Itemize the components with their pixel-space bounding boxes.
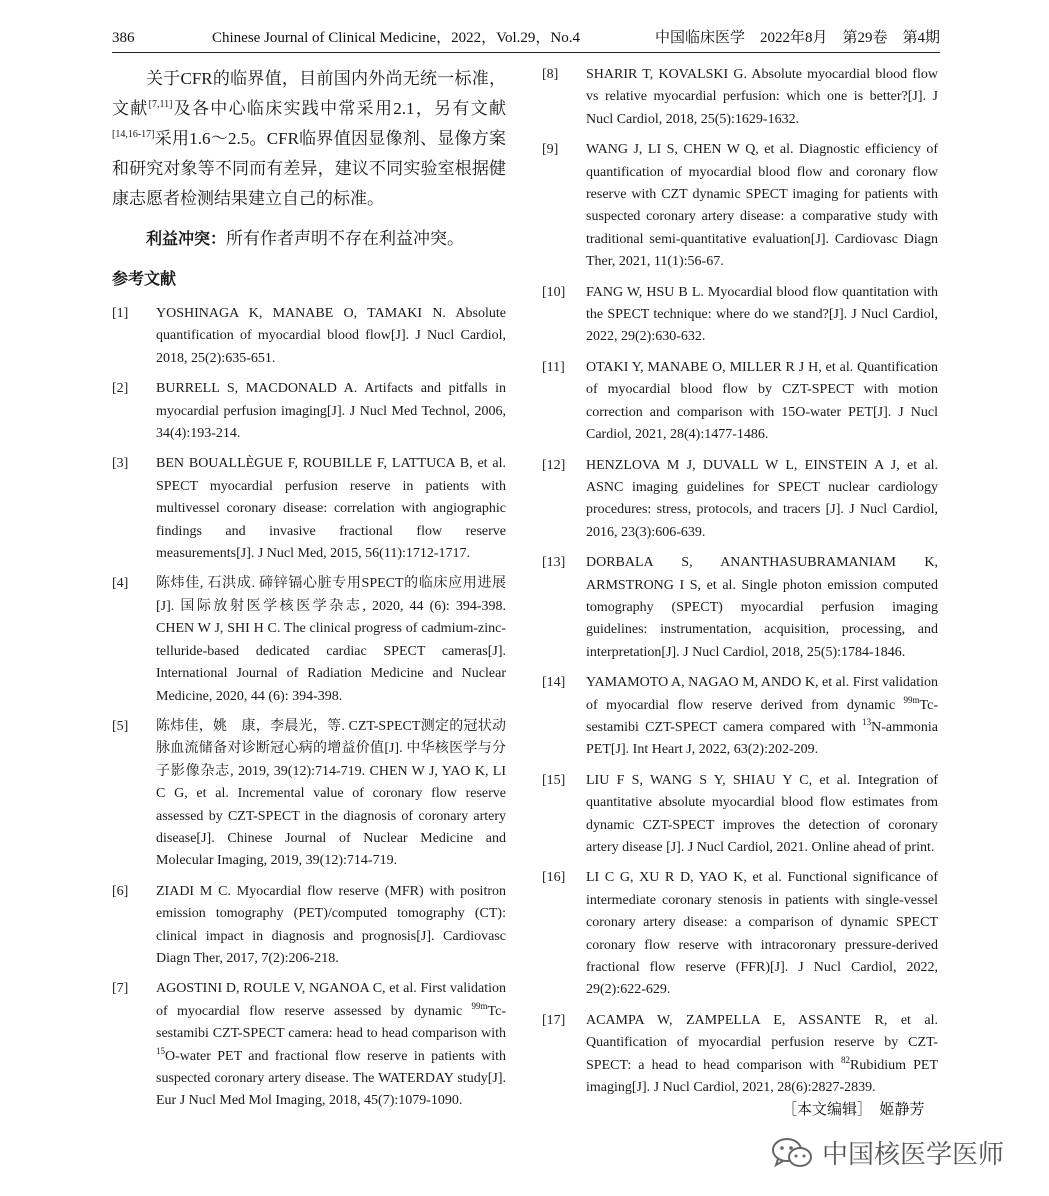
- citation-sup: [14,16-17]: [112, 129, 155, 140]
- conflict-text: 所有作者声明不存在利益冲突。: [226, 229, 465, 248]
- reference-text-part: Rubidium PET imaging[J]. J Nucl Cardiol, 2021, 28(6):2827-2839.: [586, 1057, 939, 1096]
- reference-text-part: ACAMPA W, ZAMPELLA E, ASSANTE R, et al. Quantification of myocardial perfusion reserve by CZT-SPECT: a head to head comparison with: [586, 1012, 938, 1073]
- citation-sup: [7,11]: [148, 99, 173, 110]
- reference-number: [7]: [112, 981, 129, 997]
- journal-title-cn: 中国临床医学 2022年8月 第29卷 第4期: [654, 30, 940, 46]
- watermark-text: 中国核医学医师: [822, 1140, 1005, 1170]
- reference-item: [112, 453, 506, 565]
- reference-number: [9]: [542, 142, 559, 158]
- conflict-label: 利益冲突：: [146, 229, 227, 248]
- reference-number: [14]: [542, 675, 566, 691]
- intro-text-b: 及各中心临床实践中常采用2.1，另有文献: [172, 99, 507, 118]
- reference-number: [16]: [542, 870, 566, 886]
- reference-list-left: [112, 303, 506, 1113]
- reference-number: [17]: [542, 1012, 566, 1028]
- right-column: [542, 64, 938, 1107]
- isotope-sup: 99m: [903, 694, 920, 705]
- reference-number: [4]: [112, 576, 129, 592]
- reference-item: [542, 455, 938, 545]
- reference-item: [542, 770, 938, 860]
- reference-text: LIU F S, WANG S Y, SHIAU Y C, et al. Integration of quantitative absolute myocardial blood flow estimates from dynamic CZT-SPECT improves the detection of coronary artery disease [J]. J Nucl Cardiol, 2021. Online ahead of print.: [586, 772, 938, 855]
- reference-item: [542, 64, 938, 131]
- intro-text-a: 关于CFR的临界值，目前国内外尚无统一标准，文献: [112, 69, 506, 118]
- isotope-sup: 82: [841, 1054, 851, 1065]
- reference-item: [112, 573, 506, 707]
- isotope-sup: 15: [156, 1045, 165, 1056]
- reference-text-part: Tc-sestamibi CZT-SPECT camera: head to head comparison with: [156, 1003, 506, 1042]
- reference-text-part: N-ammonia PET[J]. Int Heart J, 2022, 63(2):202-209.: [586, 719, 938, 758]
- reference-number: [3]: [112, 456, 129, 472]
- reference-item: [542, 139, 938, 273]
- reference-number: [12]: [542, 457, 566, 473]
- conflict-statement: [112, 224, 506, 254]
- journal-title-en: Chinese Journal of Clinical Medicine，2022，Vol.29，No.4: [212, 30, 581, 46]
- reference-item: [112, 716, 506, 873]
- reference-number: [5]: [112, 718, 129, 734]
- watermark: [770, 1134, 1004, 1171]
- reference-item: [112, 978, 506, 1112]
- reference-item: [542, 867, 938, 1001]
- reference-text: [586, 672, 938, 762]
- reference-text: LI C G, XU R D, YAO K, et al. Functional significance of intermediate coronary stenosis in patients with single-vessel coronary artery disease: a comparison of dynamic SPECT coronary flow reserve with intracoronary pressure-derived fractional flow reserve (FFR)[J]. J Nucl Cardiol, 2022, 29(2):622-629.: [586, 870, 938, 998]
- reference-text: SHARIR T, KOVALSKI G. Absolute myocardial blood flow vs relative myocardial perfusion: which one is better?[J]. J Nucl Cardiol, 2018, 25(5):1629-1632.: [586, 67, 938, 127]
- editor-credit: ［本文编辑］ 姬静芳: [782, 1102, 925, 1118]
- reference-item: [112, 378, 506, 445]
- reference-text: DORBALA S, ANANTHASUBRAMANIAM K, ARMSTRONG I S, et al. Single photon emission computed tomography (SPECT) myocardial perfusion imaging guidelines: instrumentation, acquisition, processing, and interpretation[J]. J Nucl Cardiol, 2018, 25(5):1784-1846.: [586, 555, 938, 660]
- references-title: 参考文献: [112, 269, 177, 288]
- reference-item: [112, 881, 506, 971]
- reference-text: BEN BOUALLÈGUE F, ROUBILLE F, LATTUCA B, et al. SPECT myocardial perfusion reserve in patients with multivessel coronary disease: correlation with angiographic findings and invasive fractional flow reserve measurements[J]. J Nucl Med, 2015, 56(11):1712-1717.: [156, 456, 506, 562]
- reference-text-part: O-water PET and fractional flow reserve in patients with suspected coronary artery disease. The WATERDAY study[J]. Eur J Nucl Med Mol Imaging, 2018, 45(7):1079-1090.: [156, 1048, 506, 1109]
- reference-number: [2]: [112, 381, 129, 397]
- reference-text-part: YAMAMOTO A, NAGAO M, ANDO K, et al. First validation of myocardial flow reserve derived from dynamic: [586, 675, 938, 713]
- page-number: 386: [112, 30, 135, 46]
- reference-number: [6]: [112, 883, 129, 899]
- reference-text: ZIADI M C. Myocardial flow reserve (MFR) with positron emission tomography (PET)/computed tomography (CT): clinical impact in diagnosis and prognosis[J]. Cardiovasc Diagn Ther, 2017, 7(2):206-218.: [156, 883, 506, 966]
- reference-item: [542, 357, 938, 447]
- reference-text: 陈炜佳, 石洪成. 碲锌镉心脏专用SPECT的临床应用进展[J]. 国际放射医学核医学杂志, 2020, 44 (6): 394-398. CHEN W J, SHI H C. The clinical progress of cadmium-zinc-telluride-based dedicated cardiac SPECT cameras[J]. International Journal of Radiation Medicine and Nuclear Medicine, 2020, 44 (6): 394-398.: [156, 576, 506, 704]
- isotope-sup: 99m: [471, 1000, 488, 1011]
- isotope-sup: 13: [862, 716, 872, 727]
- reference-text: YOSHINAGA K, MANABE O, TAMAKI N. Absolute quantification of myocardial blood flow[J]. J Nucl Cardiol, 2018, 25(2):635-651.: [156, 306, 506, 366]
- reference-number: [11]: [542, 359, 565, 375]
- reference-text: BURRELL S, MACDONALD A. Artifacts and pitfalls in myocardial perfusion imaging[J]. J Nucl Med Technol, 2006, 34(4):193-214.: [156, 381, 506, 442]
- reference-item: [542, 552, 938, 664]
- reference-number: [13]: [542, 555, 566, 571]
- reference-number: [1]: [112, 306, 129, 321]
- reference-text: 陈炜佳，姚 康，李晨光，等. CZT-SPECT测定的冠状动脉血流储备对诊断冠心病的增益价值[J]. 中华核医学与分子影像杂志, 2019, 39(12):714-719. CHEN W J, YAO K, LI C G, et al. Incremental value of coronary flow reserve assessed by CZT-SPECT in the diagnosis of coronary artery disease[J]. Chinese Journal of Nuclear Medicine and Molecular Imaging, 2019, 39(12):714-719.: [156, 718, 506, 869]
- reference-number: [10]: [542, 284, 566, 300]
- reference-text: WANG J, LI S, CHEN W Q, et al. Diagnostic efficiency of quantification of myocardial blood flow and coronary flow reserve with CZT dynamic SPECT imaging for patients with suspected coronary artery disease: a comparative study with traditional semi-quantitative evaluation[J]. Cardiovasc Diagn Ther, 2021, 11(1):56-67.: [586, 142, 938, 270]
- reference-number: [8]: [542, 67, 559, 82]
- reference-text: FANG W, HSU B L. Myocardial blood flow quantitation with the SPECT technique: where do we stand?[J]. J Nucl Cardiol, 2022, 29(2):630-632.: [586, 284, 938, 345]
- reference-item: [542, 1010, 938, 1100]
- reference-text: [586, 1010, 938, 1100]
- intro-paragraph: [112, 64, 506, 214]
- reference-text: HENZLOVA M J, DUVALL W L, EINSTEIN A J, et al. ASNC imaging guidelines for SPECT nuclear cardiology procedures: stress, protocols, and tracers [J]. J Nucl Cardiol, 2016, 23(3):606-639.: [586, 457, 938, 540]
- reference-list-right: [542, 64, 938, 1099]
- reference-text: OTAKI Y, MANABE O, MILLER R J H, et al. Quantification of myocardial blood flow by CZT-SPECT with motion correction and comparison with 15O-water PET[J]. J Nucl Cardiol, 2021, 28(4):1477-1486.: [586, 359, 938, 443]
- left-column: [112, 64, 506, 1121]
- reference-item: [112, 303, 506, 370]
- intro-text-c: 采用1.6～2.5。CFR临界值因显像剂、显像方案和研究对象等不同而有差异，建议不同实验室根据健康志愿者检测结果建立自己的标准。: [112, 129, 506, 208]
- reference-item: [542, 672, 938, 762]
- reference-text: [156, 978, 506, 1112]
- wechat-icon: [770, 1135, 814, 1171]
- reference-number: [15]: [542, 772, 566, 788]
- running-header: [112, 26, 940, 53]
- reference-text-part: Tc-sestamibi CZT-SPECT camera compared with: [586, 697, 938, 735]
- reference-text-part: AGOSTINI D, ROULE V, NGANOA C, et al. First validation of myocardial flow reserve assessed by dynamic: [156, 981, 506, 1019]
- reference-item: [542, 282, 938, 349]
